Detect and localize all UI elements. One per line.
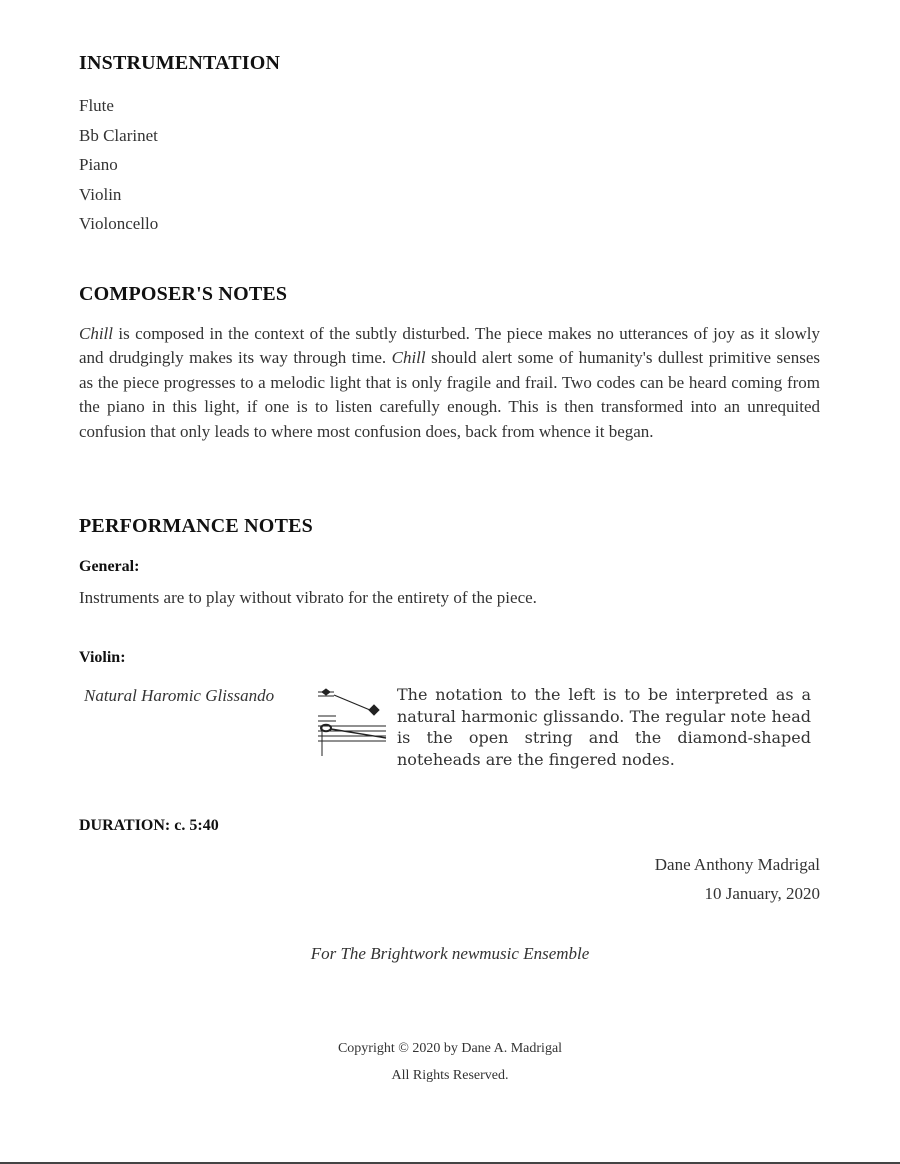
composer-name: Dane Anthony Madrigal — [654, 855, 820, 874]
instrumentation-heading: INSTRUMENTATION — [79, 52, 281, 74]
instrument-item: Flute — [79, 96, 114, 115]
composers-notes-paragraph — [79, 322, 820, 444]
rights-line: All Rights Reserved. — [391, 1068, 509, 1083]
general-label: General: — [79, 558, 140, 575]
technique-label: Natural Haromic Glissando — [84, 686, 275, 705]
technique-description: The notation to the left is to be interpreted as a natural harmonic glissando. The regular note head is the open string and the diamond-shaped noteheads are the fingered nodes. — [397, 685, 811, 769]
instrument-list — [79, 94, 158, 242]
composition-date: 10 January, 2020 — [704, 884, 820, 903]
piece-title: Chill — [79, 324, 114, 343]
copyright-line: Copyright © 2020 by Dane A. Madrigal — [337, 1041, 563, 1056]
piece-title: Chill — [391, 348, 426, 368]
performance-notes-heading: PERFORMANCE NOTES — [79, 515, 313, 537]
instrument-item: Violin — [79, 184, 122, 204]
dedication: For The Brightwork newmusic Ensemble — [310, 944, 590, 963]
instrument-item: Piano — [79, 155, 118, 175]
general-text: Instruments are to play without vibrato for the entirety of the piece. — [79, 588, 537, 607]
harmonic-glissando-notation-icon — [316, 686, 390, 758]
instrument-item: Bb Clarinet — [79, 125, 158, 145]
violin-label: Violin: — [79, 649, 126, 666]
duration: DURATION: c. 5:40 — [79, 817, 219, 834]
notes-text: should alert some of humanity's dullest primitive senses as the piece progresses to a melodic light that is only fragile and frail. Two codes can be heard coming from the piano in this light, if one is to listen carefully enough. This is then transformed into an unrequited confusion that only leads to where most confusion does, back from whence it began. — [79, 348, 820, 441]
instrument-item: Violoncello — [79, 214, 159, 234]
notes-text: is composed in the context of the subtly disturbed. The piece makes no utterances of joy as it slowly and drudgingly makes its way through time. — [79, 324, 820, 368]
composers-notes-heading: COMPOSER'S NOTES — [79, 283, 288, 305]
